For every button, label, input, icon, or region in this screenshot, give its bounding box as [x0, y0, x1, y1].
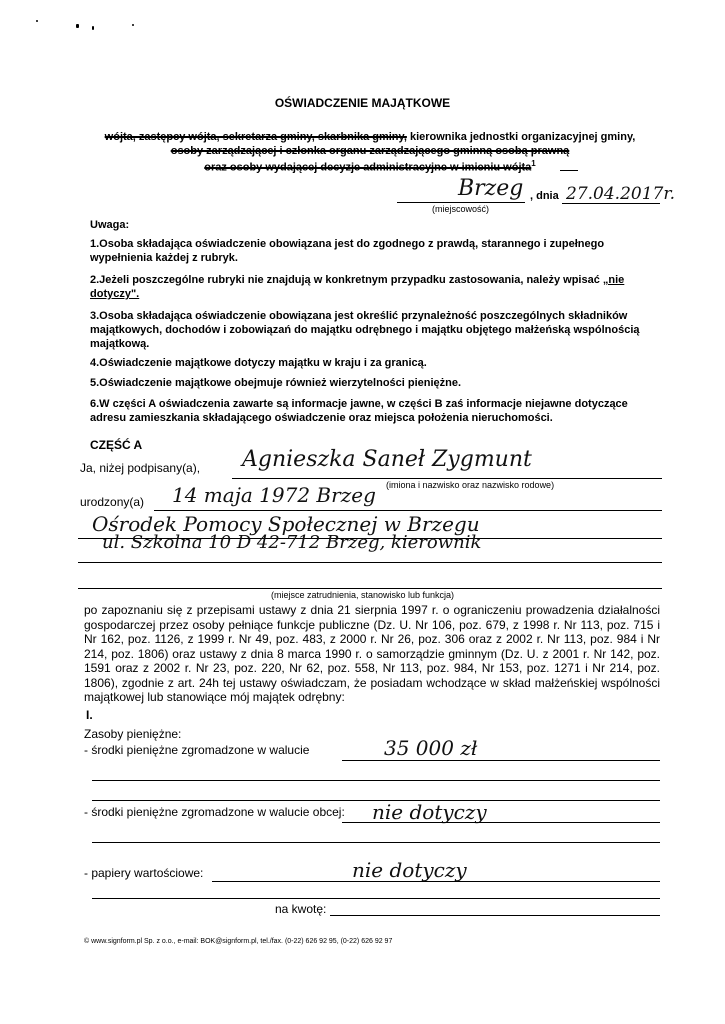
header-struck-text-3: oraz osoby wydającej decyzje administracyjne w imieniu wójta [204, 161, 532, 174]
workplace-caption: (miejsce zatrudnienia, stanowisko lub funkcja) [270, 590, 455, 600]
section-1-heading: Zasoby pieniężne: [84, 727, 182, 741]
note-2-text: 2.Jeżeli poszczególne rubryki nie znajdują w konkretnym przypadku zastosowania, należy wpisać [90, 274, 603, 286]
securities-label: - papiery wartościowe: [84, 866, 204, 880]
footnote-marker: 1 [531, 159, 536, 168]
note-3: 3.Osoba składająca oświadczenie obowiązana jest określić przynależność poszczególnych składników majątkowych, dochodów i zobowiązań do majątku odrębnego i majątku objętego małżeńską wspólnością majątkową. [90, 310, 640, 350]
workplace-handwritten: Ośrodek Pomocy Społecznej w Brzegu [92, 512, 480, 536]
born-handwritten: 14 maja 1972 Brzeg [172, 483, 376, 507]
born-label: urodzony(a) [80, 495, 145, 509]
address-handwritten: ul. Szkolna 10 D 42-712 Brzeg, kierownik [102, 532, 482, 553]
legal-text: po zapoznaniu się z przepisami ustawy z dnia 21 sierpnia 1997 r. o ograniczeniu prowadzenia działalności gospodarczej przez osoby pełniące funkcje publiczne (Dz. U. Nr 106, poz. 679, z 1998 r. Nr 113, poz. 715 i Nr 162, poz. 1126, z 1999 r. Nr 49, poz. 483, z 2000 r. Nr 26, poz. 306 oraz z 2002 r. Nr 113, poz. 984 i Nr 214, poz. 1806) oraz ustawy z dnia 8 marca 1990 r. o samorządzie gminnym (Dz. U. z 2001 r. Nr 142, poz. 1591 oraz z 2002 r. Nr 23, poz. 220, Nr 62, poz. 558, Nr 113, poz. 984, Nr 153, poz. 1271 i Nr 214, poz. 1806), zgodnie z art. 24h tej ustawy oświadczam, że posiadam wchodzące w skład małżeńskiej wspólności majątkowej lub stanowiące mój majątek odrębny: [84, 603, 660, 704]
signed-label: Ja, niżej podpisany(a), [80, 461, 201, 475]
note-2-quote: „nie dotyczy". [90, 274, 625, 300]
note-2 [90, 273, 650, 301]
scan-speck [92, 26, 94, 30]
footer-copyright: © www.signform.pl Sp. z o.o., e-mail: BOK@signform.pl, tel./fax. (0-22) 626 92 95, (0-22) 626 92 97 [84, 938, 393, 945]
document-title: OŚWIADCZENIE MAJĄTKOWE [274, 96, 451, 110]
note-4: 4.Oświadczenie majątkowe dotyczy majątku w kraju i za granicą. [90, 357, 427, 369]
date-label: , dnia [530, 190, 559, 202]
name-caption: (imiona i nazwisko oraz nazwisko rodowe) [386, 480, 555, 490]
note-6: 6.W części A oświadczenia zawarte są informacje jawne, w części B zaś informacje niejawne dotyczące adresu zamieszkania składającego oświadczenie oraz miejsca położenia nieruchomości. [90, 398, 628, 424]
header-line-1 [60, 131, 680, 143]
header-kept-text: kierownika jednostki organizacyjnej gminy, [406, 131, 636, 143]
notes-heading: Uwaga: [90, 219, 130, 231]
header-line-3 [60, 159, 680, 174]
securities-value: nie dotyczy [352, 858, 467, 882]
date-handwritten: 27.04.2017r. [566, 184, 675, 204]
place-handwritten: Brzeg [458, 176, 524, 201]
header-struck-text: wójta, zastępcy wójta, sekretarza gminy, skarbnika gminy, [104, 131, 407, 143]
pln-funds-label: - środki pieniężne zgromadzone w walucie [84, 743, 310, 757]
scan-speck [36, 20, 38, 22]
name-handwritten: Agnieszka Saneł Zygmunt [242, 447, 532, 472]
header-struck-text-2: osoby zarządzającej i członka organu zarządzającego gminną osobą prawną [170, 145, 570, 157]
foreign-funds-label: - środki pieniężne zgromadzone w walucie obcej: [84, 805, 345, 819]
amount-label: na kwotę: [275, 902, 327, 916]
note-5: 5.Oświadczenie majątkowe obejmuje również wierzytelności pieniężne. [90, 377, 462, 389]
header-line-2 [60, 145, 680, 157]
section-1-number: I. [86, 708, 93, 722]
part-a-heading: CZĘŚĆ A [90, 438, 143, 452]
scan-speck [132, 24, 134, 26]
scan-speck [76, 24, 79, 28]
place-caption: (miejscowość) [432, 204, 490, 214]
foreign-funds-value: nie dotyczy [372, 800, 487, 824]
note-1: 1.Osoba składająca oświadczenie obowiązana jest do zgodnego z prawdą, starannego i zupełnego wypełnienia każdej z rubryk. [90, 238, 605, 264]
pln-funds-value: 35 000 zł [384, 736, 478, 760]
